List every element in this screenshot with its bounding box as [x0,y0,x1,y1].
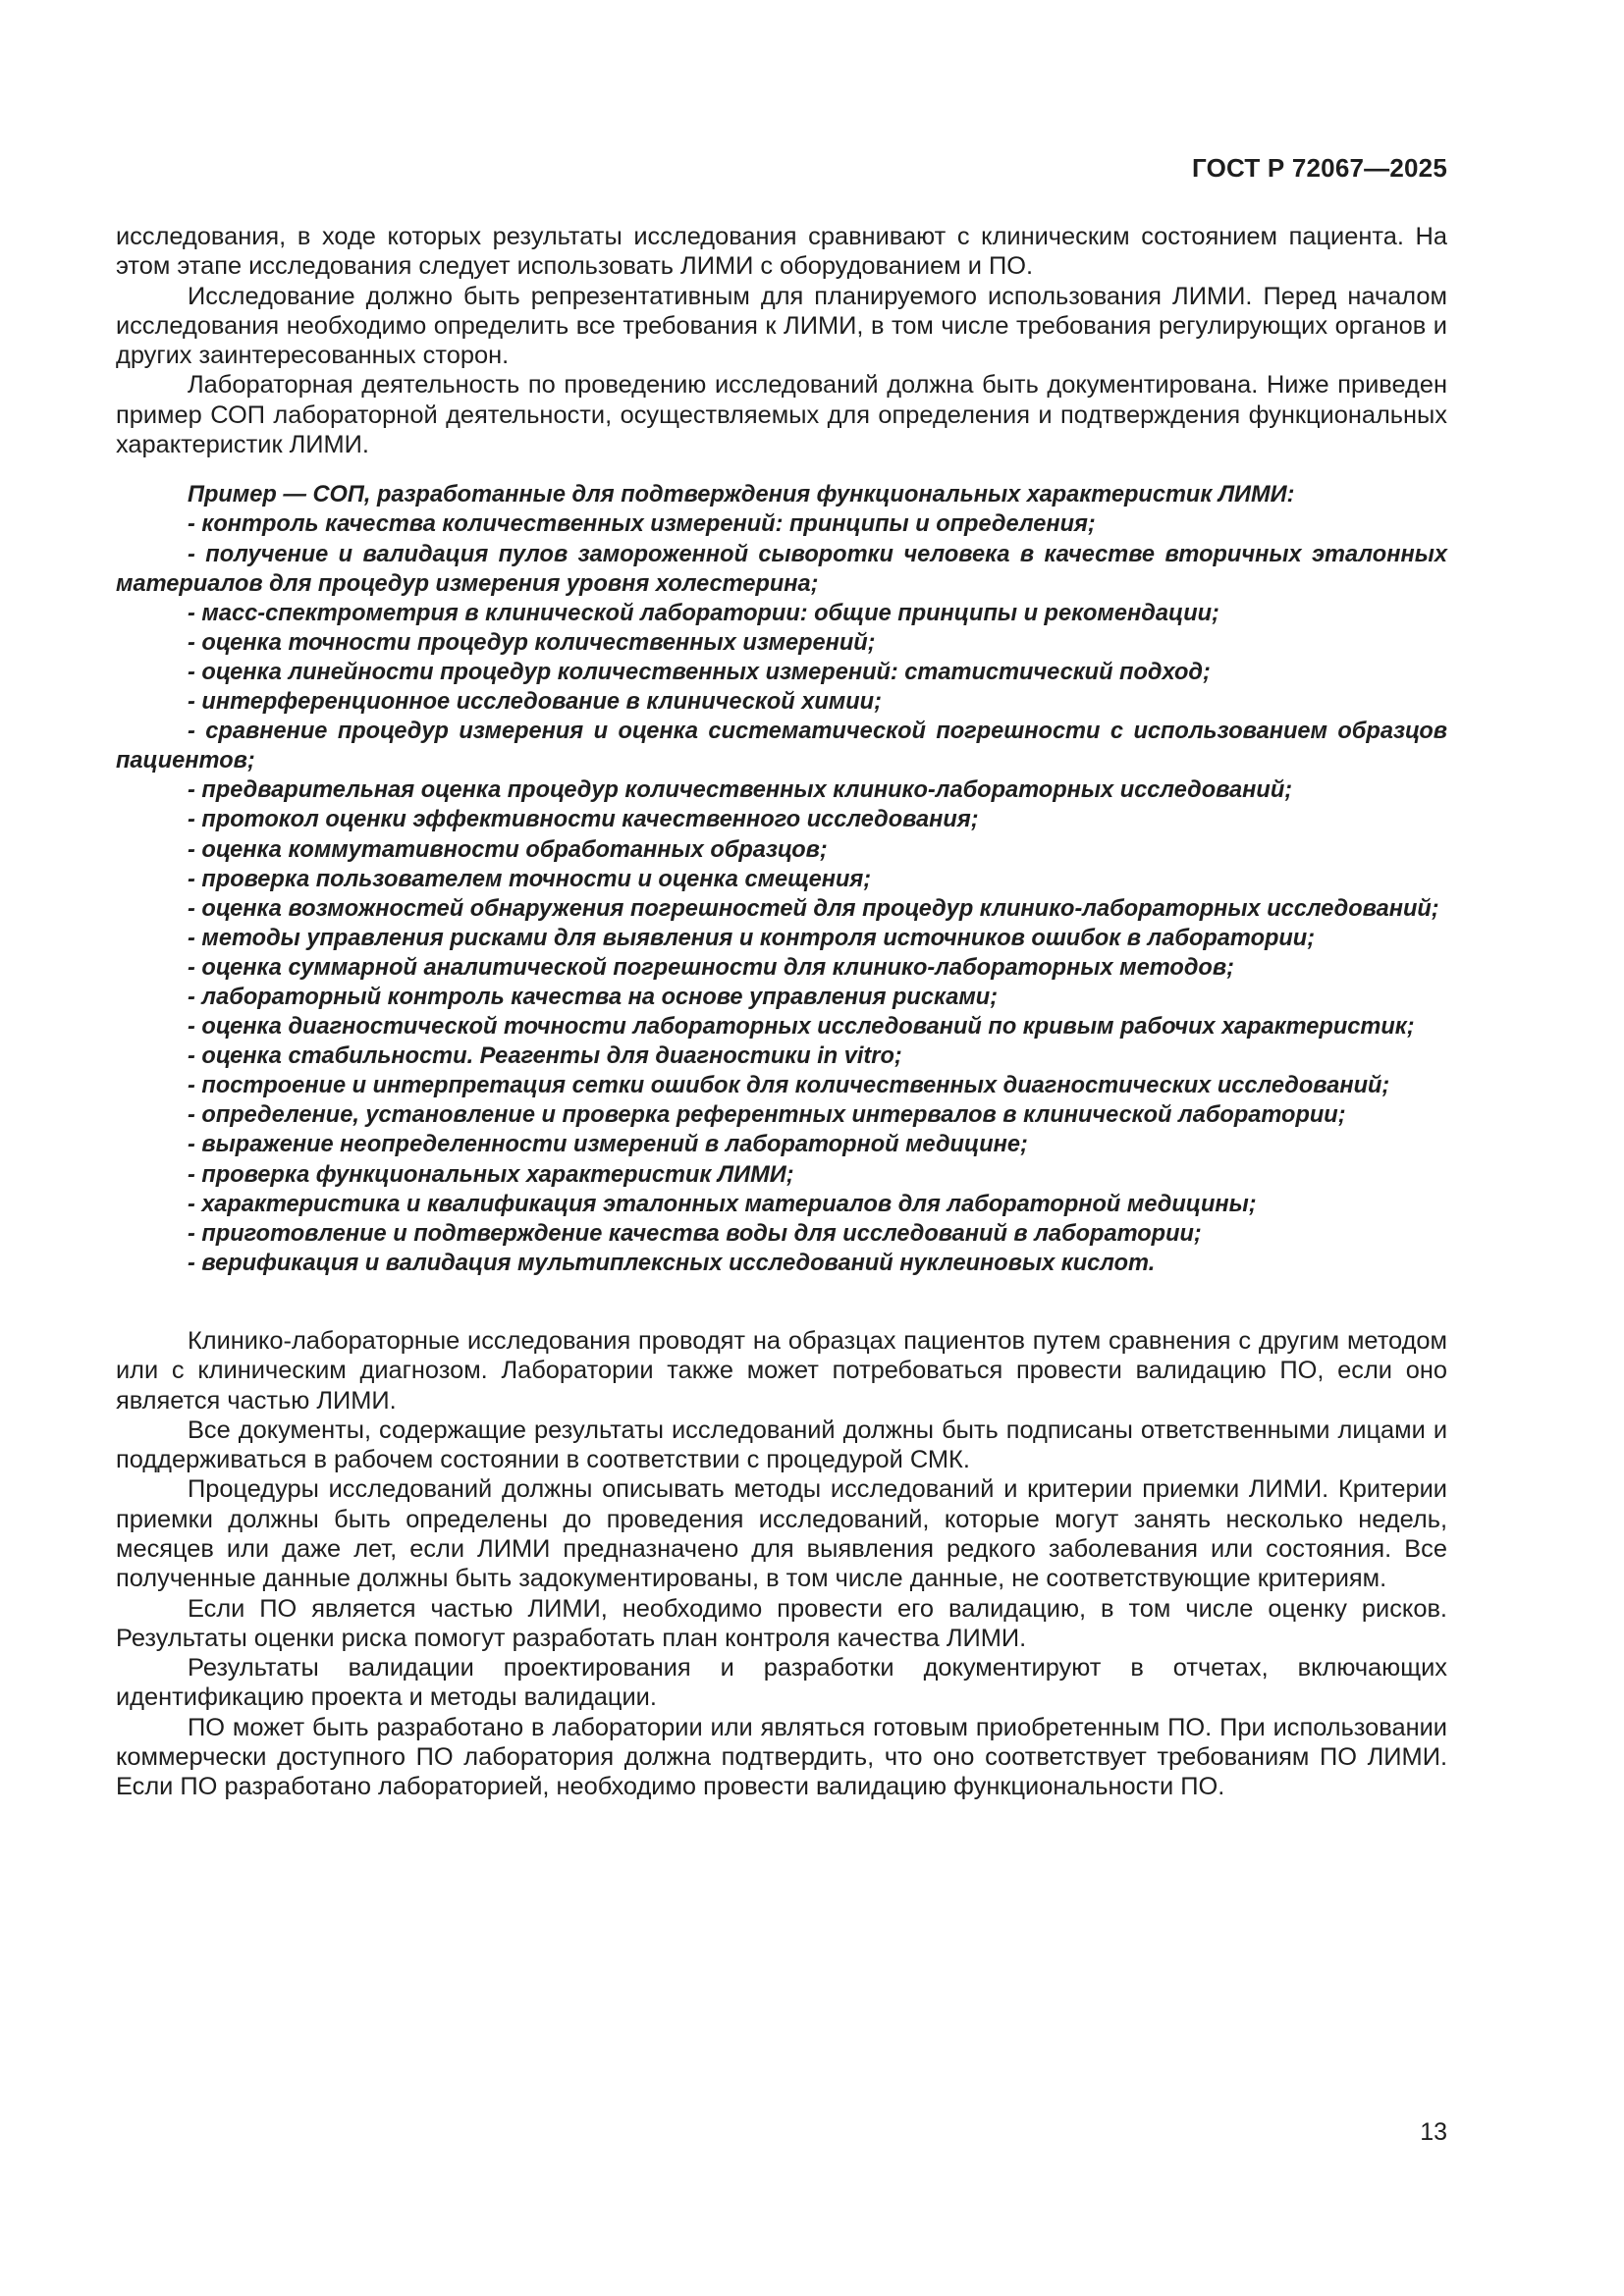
example-item: - оценка линейности процедур количественных измерений: статистический подход; [188,659,1211,685]
section-spacer [116,1278,1447,1326]
example-item: - оценка диагностической точности лабораторных исследований по кривым рабочих характеристик; [188,1014,1415,1041]
paragraph: Исследование должно быть репрезентативным для планируемого использования ЛИМИ. Перед началом исследования необходимо определить все требования к ЛИМИ, в том числе требования регулирующих органов и других заинтересованных сторон. [116,282,1447,370]
example-item: - контроль качества количественных измерений: принципы и определения; [188,511,1096,538]
example-item: - масс-спектрометрия в клинической лаборатории: общие принципы и рекомендации; [188,600,1219,626]
example-item: - характеристика и квалификация эталонных материалов для лабораторной медицины; [188,1191,1257,1217]
page-number: 13 [1420,2118,1447,2146]
paragraph: Результаты валидации проектирования и разработки документируют в отчетах, включающих идентификацию проекта и методы валидации. [116,1654,1447,1712]
paragraph: Процедуры исследований должны описывать методы исследований и критерии приемки ЛИМИ. Критерии приемки должны быть определены до проведения исследований, которые могут занять несколько недель, месяцев или даже лет, если ЛИМИ предназначено для выявления редкого заболевания или состояния. Все полученные данные должны быть задокументированы, в том числе данные, не соответствующие критериям. [116,1475,1447,1593]
example-item: - проверка функциональных характеристик ЛИМИ; [188,1161,794,1188]
paragraph: Лабораторная деятельность по проведению исследований должна быть документирована. Ниже приведен пример СОП лабораторной деятельности, осуществляемых для определения и подтверждения функциональных характеристик ЛИМИ. [116,371,1447,459]
paragraph: исследования, в ходе которых результаты исследования сравнивают с клиническим состоянием пациента. На этом этапе исследования следует использовать ЛИМИ с оборудованием и ПО. [116,223,1447,281]
example-item: - приготовление и подтверждение качества воды для исследований в лаборатории; [188,1220,1202,1247]
example-item: - методы управления рисками для выявления и контроля источников ошибок в лаборатории; [188,925,1316,951]
example-item: - протокол оценки эффективности качественного исследования; [188,807,979,833]
example-item: - проверка пользователем точности и оценка смещения; [188,866,872,892]
example-item: - лабораторный контроль качества на основе управления рисками; [188,984,999,1010]
example-item: - оценка возможностей обнаружения погрешностей для процедур клинико-лабораторных исследований; [188,895,1439,922]
example-item: - построение и интерпретация сетки ошибок для количественных диагностических исследований; [188,1073,1390,1099]
paragraph: Если ПО является частью ЛИМИ, необходимо провести его валидацию, в том числе оценку рисков. Результаты оценки риска помогут разработать план контроля качества ЛИМИ. [116,1594,1447,1652]
body-text [116,222,1447,1802]
standard-designation: ГОСТ Р 72067—2025 [1192,153,1447,183]
paragraph: ПО может быть разработано в лаборатории или являться готовым приобретенным ПО. При использовании коммерчески доступного ПО лаборатория должна подтвердить, что оно соответствует требованиям ПО ЛИМИ. Если ПО разработано лабораторией, необходимо провести валидацию функциональности ПО. [116,1713,1447,1801]
example-item: - выражение неопределенности измерений в лабораторной медицине; [188,1132,1028,1158]
example-item: - сравнение процедур измерения и оценка систематической погрешности с использованием образцов пациентов; [116,719,1447,774]
example-block [116,480,1447,1278]
example-item: - предварительная оценка процедур количественных клинико-лабораторных исследований; [188,777,1293,804]
example-item: - интерференционное исследование в клинической химии; [188,689,882,716]
example-item: - оценка коммутативности обработанных образцов; [188,836,828,863]
example-item: - оценка стабильности. Реагенты для диагностики in vitro; [188,1043,902,1070]
example-title: Пример — СОП, разработанные для подтверждения функциональных характеристик ЛИМИ: [188,482,1295,508]
example-item: - верификация и валидация мультиплексных исследований нуклеиновых кислот. [188,1250,1156,1276]
example-item: - оценка точности процедур количественных измерений; [188,629,876,656]
paragraph: Клинико-лабораторные исследования проводят на образцах пациентов путем сравнения с другим методом или с клиническим диагнозом. Лаборатории также может потребоваться провести валидацию ПО, если оно является частью ЛИМИ. [116,1326,1447,1415]
example-item: - оценка суммарной аналитической погрешности для клинико-лабораторных методов; [188,954,1234,981]
paragraph: Все документы, содержащие результаты исследований должны быть подписаны ответственными лицами и поддерживаться в рабочем состоянии в соответствии с процедурой СМК. [116,1415,1447,1474]
example-item: - определение, установление и проверка референтных интервалов в клинической лаборатории; [188,1102,1346,1129]
example-item: - получение и валидация пулов замороженной сыворотки человека в качестве вторичных эталонных материалов для процедур измерения уровня холестерина; [116,541,1447,597]
